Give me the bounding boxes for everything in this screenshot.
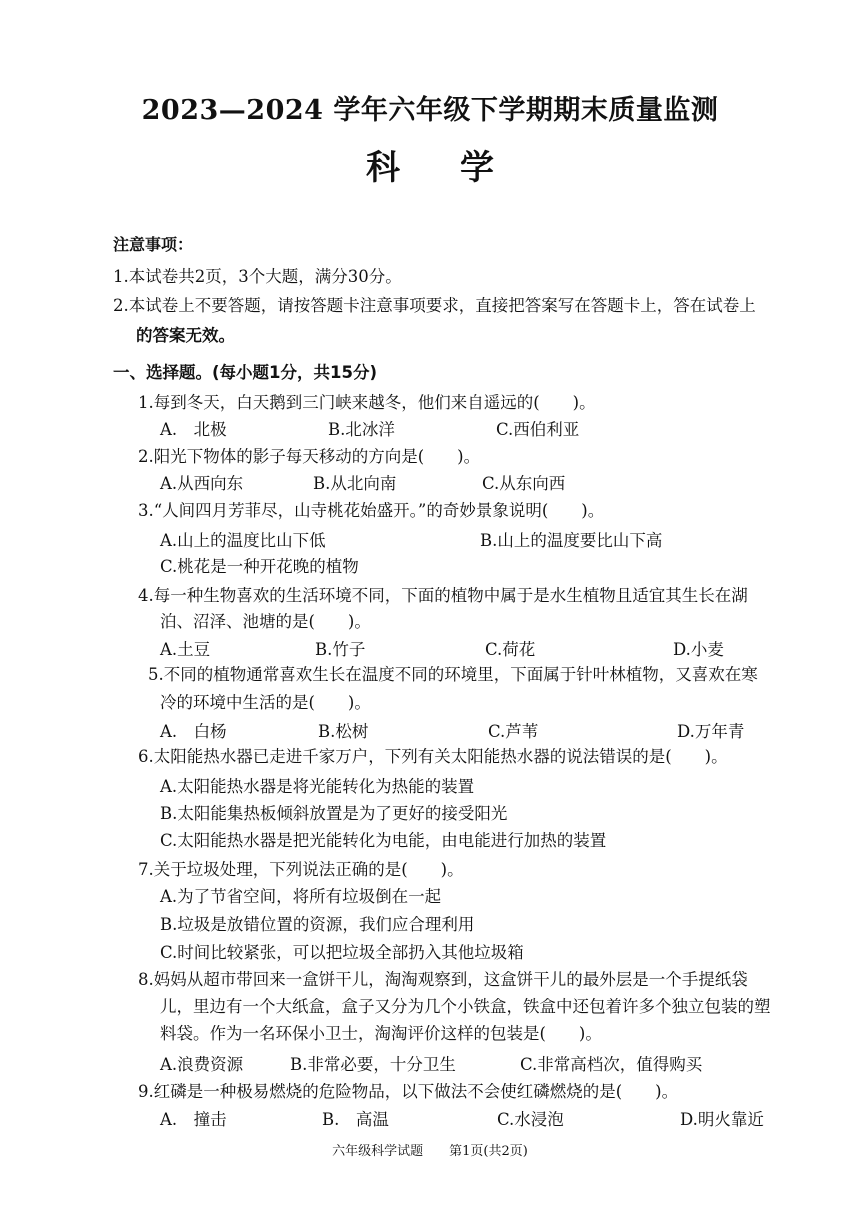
subject-title: 科学 xyxy=(366,148,554,188)
exam-title: 2023—2024 学年六年级下学期期末质量监测 xyxy=(141,95,719,126)
question-2-option-a: A.从西向东 xyxy=(160,474,244,493)
question-6-text: 6.太阳能热水器已走进千家万户，下列有关太阳能热水器的说法错误的是( )。 xyxy=(138,747,728,766)
question-3-option-a: A.山上的温度比山下低 xyxy=(160,531,326,550)
notice-item-2-line-2: 的答案无效。 xyxy=(136,326,235,345)
question-8-option-c: C.非常高档次，值得购买 xyxy=(520,1055,703,1074)
question-9-option-a: A. 撞击 xyxy=(160,1110,227,1129)
question-9-option-c: C.水浸泡 xyxy=(497,1110,564,1129)
question-5-option-d: D.万年青 xyxy=(677,722,745,741)
question-5-option-c: C.芦苇 xyxy=(488,722,539,741)
question-4-option-b: B.竹子 xyxy=(315,640,366,659)
question-9-text: 9.红磷是一种极易燃烧的危险物品，以下做法不会使红磷燃烧的是( )。 xyxy=(138,1082,679,1101)
question-2-option-c: C.从东向西 xyxy=(482,474,566,493)
question-5-option-a: A. 白杨 xyxy=(160,722,227,741)
page-footer: 六年级科学试题 第1页(共2页) xyxy=(332,1144,528,1159)
section-heading: 一、选择题。(每小题1分，共15分) xyxy=(113,363,378,382)
question-3-option-b: B.山上的温度要比山下高 xyxy=(480,531,663,550)
question-4-option-a: A.土豆 xyxy=(160,640,211,659)
question-9-option-d: D.明火靠近 xyxy=(680,1110,764,1129)
question-8-text-line-1: 8.妈妈从超市带回来一盒饼干儿，淘淘观察到，这盒饼干儿的最外层是一个手提纸袋 xyxy=(138,970,748,989)
question-8-text-line-2: 儿，里边有一个大纸盒，盒子又分为几个小铁盒，铁盒中还包着许多个独立包装的塑 xyxy=(160,997,771,1016)
question-8-option-a: A.浪费资源 xyxy=(160,1055,244,1074)
question-4-option-d: D.小麦 xyxy=(673,640,724,659)
question-4-option-c: C.荷花 xyxy=(485,640,536,659)
question-7-option-c: C.时间比较紧张，可以把垃圾全部扔入其他垃圾箱 xyxy=(160,943,524,962)
question-8-option-b: B.非常必要，十分卫生 xyxy=(290,1055,456,1074)
question-7-option-b: B.垃圾是放错位置的资源，我们应合理利用 xyxy=(160,915,475,934)
question-6-option-a: A.太阳能热水器是将光能转化为热能的装置 xyxy=(160,777,475,796)
question-5-text-line-2: 冷的环境中生活的是( )。 xyxy=(160,693,371,712)
question-1-option-b: B.北冰洋 xyxy=(328,420,395,439)
question-2-option-b: B.从北向南 xyxy=(313,474,397,493)
notice-item-2-line-1: 2.本试卷上不要答题，请按答题卡注意事项要求，直接把答案写在答题卡上，答在试卷上 xyxy=(113,296,756,315)
question-7-text: 7.关于垃圾处理，下列说法正确的是( )。 xyxy=(138,860,464,879)
question-8-text-line-3: 料袋。作为一名环保小卫士，淘淘评价这样的包装是( )。 xyxy=(160,1024,602,1043)
question-4-text-line-2: 泊、沼泽、池塘的是( )。 xyxy=(160,612,371,631)
question-6-option-c: C.太阳能热水器是把光能转化为电能，由电能进行加热的装置 xyxy=(160,831,607,850)
question-5-text-line-1: 5.不同的植物通常喜欢生长在温度不同的环境里，下面属于针叶林植物，又喜欢在寒 xyxy=(148,665,758,684)
question-7-option-a: A.为了节省空间，将所有垃圾倒在一起 xyxy=(160,887,442,906)
question-6-option-b: B.太阳能集热板倾斜放置是为了更好的接受阳光 xyxy=(160,804,508,823)
question-1-option-a: A. 北极 xyxy=(160,420,227,439)
question-3-option-c: C.桃花是一种开花晚的植物 xyxy=(160,557,359,576)
question-9-option-b: B. 高温 xyxy=(322,1110,389,1129)
question-5-option-b: B.松树 xyxy=(318,722,369,741)
question-4-text-line-1: 4.每一种生物喜欢的生活环境不同，下面的植物中属于是水生植物且适宜其生长在湖 xyxy=(138,586,748,605)
notice-heading: 注意事项： xyxy=(113,235,194,254)
question-3-text: 3.“人间四月芳菲尽，山寺桃花始盛开。”的奇妙景象说明( )。 xyxy=(138,501,605,520)
question-1-text: 1.每到冬天，白天鹅到三门峡来越冬，他们来自遥远的( )。 xyxy=(138,393,596,412)
question-1-option-c: C.西伯利亚 xyxy=(496,420,580,439)
notice-item-1: 1.本试卷共2页，3个大题，满分30分。 xyxy=(113,267,402,286)
question-2-text: 2.阳光下物体的影子每天移动的方向是( )。 xyxy=(138,447,481,466)
